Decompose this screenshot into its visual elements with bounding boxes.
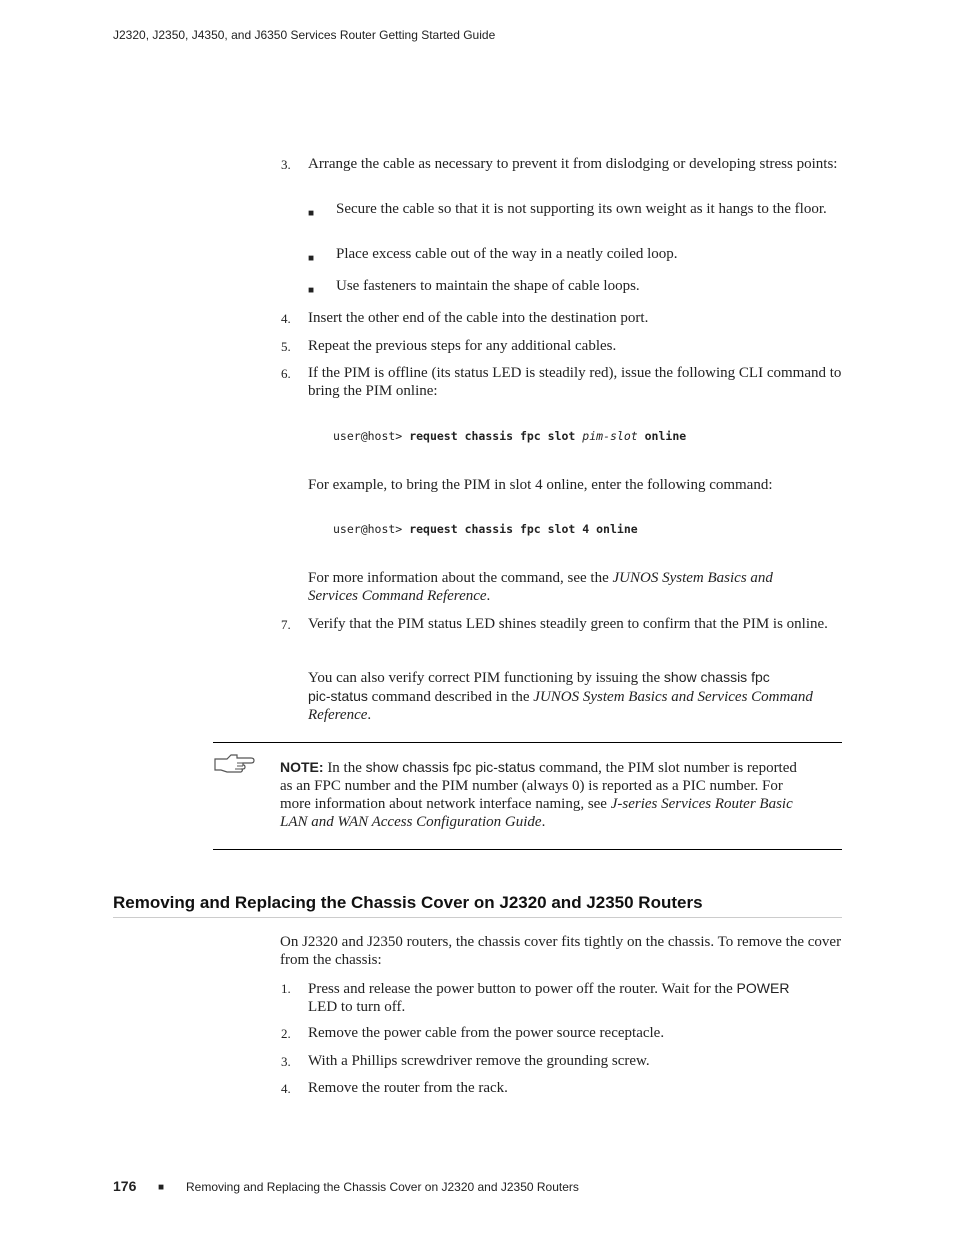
verify-text: You can also verify correct PIM functioning by issuing the	[308, 670, 664, 686]
period: .	[486, 588, 491, 604]
code-variable: pim-slot	[582, 429, 638, 443]
step-number: 1.	[281, 981, 291, 996]
section-intro: On J2320 and J2350 routers, the chassis cover fits tightly on the chassis. To remove the cover from the chassis:	[280, 934, 842, 968]
step-number: 4.	[281, 1081, 291, 1096]
step-text-part: LED to turn off.	[308, 999, 406, 1015]
step-number: 5.	[281, 339, 291, 354]
verify-paragraph	[308, 668, 843, 724]
note-bottom-rule	[213, 849, 842, 850]
step-number: 7.	[281, 617, 291, 632]
code-command: request chassis fpc slot	[409, 429, 576, 443]
more-info-paragraph	[308, 569, 843, 605]
period: .	[541, 814, 546, 830]
note-text: more information about network interface naming, see	[280, 796, 611, 812]
step-text: With a Phillips screwdriver remove the grounding screw.	[308, 1053, 650, 1069]
power-led-label: POWER	[736, 980, 790, 996]
step-text-part: Press and release the power button to power off the router. Wait for the	[308, 981, 737, 997]
step-text: If the PIM is offline (its status LED is steadily red), issue the following CLI command to bring the PIM online:	[308, 365, 842, 399]
period: .	[367, 707, 372, 723]
note-text: as an FPC number and the PIM number (always 0) is reported as a PIC number. For	[280, 778, 783, 794]
bullet-marker: ■	[308, 253, 315, 264]
bullet-text: Secure the cable so that it is not supporting its own weight as it hangs to the floor.	[336, 201, 827, 217]
note-text: In the	[327, 760, 366, 776]
verify-text: command described in the	[367, 689, 534, 705]
code-command-end: online	[644, 429, 687, 443]
footer-title: Removing and Replacing the Chassis Cover on J2320 and J2350 Routers	[186, 1180, 579, 1194]
step-text: Arrange the cable as necessary to prevent it from dislodging or developing stress points:	[308, 156, 838, 172]
bullet-marker: ■	[308, 285, 315, 296]
step-text: Verify that the PIM status LED shines steadily green to confirm that the PIM is online.	[308, 616, 828, 632]
step-text: Repeat the previous steps for any additional cables.	[308, 338, 617, 354]
step-number: 3.	[281, 157, 291, 172]
note-top-rule	[213, 742, 842, 743]
page-number: 176	[113, 1178, 137, 1194]
bullet-text: Use fasteners to maintain the shape of cable loops.	[336, 278, 640, 294]
footer-separator: ■	[158, 1182, 165, 1193]
doc-reference: J-series Services Router Basic	[610, 796, 793, 812]
step-text: Insert the other end of the cable into the destination port.	[308, 310, 649, 326]
doc-reference: LAN and WAN Access Configuration Guide	[280, 814, 542, 830]
more-info-text: For more information about the command, see the	[308, 570, 613, 586]
doc-reference: Services Command Reference	[308, 588, 487, 604]
pointing-hand-icon	[213, 752, 255, 779]
step-number: 3.	[281, 1054, 291, 1069]
step-number: 6.	[281, 366, 291, 381]
code-block	[333, 427, 686, 445]
doc-reference: JUNOS System Basics and	[612, 570, 773, 586]
bullet-marker: ■	[308, 208, 315, 219]
running-header: J2320, J2350, J4350, and J6350 Services Router Getting Started Guide	[113, 28, 496, 42]
code-command: request chassis fpc slot 4 online	[409, 522, 638, 536]
inline-command: pic-status	[308, 688, 368, 704]
step-text	[308, 979, 843, 1016]
inline-command: show chassis fpc	[663, 669, 770, 685]
step-text: Remove the router from the rack.	[308, 1080, 508, 1096]
step-text: Remove the power cable from the power source receptacle.	[308, 1025, 665, 1041]
code-block	[333, 520, 638, 538]
bullet-text: Place excess cable out of the way in a neatly coiled loop.	[336, 246, 678, 262]
code-prompt: user@host>	[333, 522, 403, 536]
inline-command: show chassis fpc pic-status	[365, 759, 536, 775]
code-prompt: user@host>	[333, 429, 403, 443]
doc-reference: Reference	[308, 707, 368, 723]
example-text: For example, to bring the PIM in slot 4 online, enter the following command:	[308, 477, 773, 493]
section-heading: Removing and Replacing the Chassis Cover on J2320 and J2350 Routers	[113, 893, 703, 912]
heading-rule	[113, 917, 842, 918]
step-number: 2.	[281, 1026, 291, 1041]
note-text: command, the PIM slot number is reported	[535, 760, 797, 776]
doc-reference: JUNOS System Basics and Services Command	[533, 689, 813, 705]
note-label: NOTE:	[280, 759, 324, 775]
note-paragraph	[280, 758, 844, 831]
step-number: 4.	[281, 311, 291, 326]
